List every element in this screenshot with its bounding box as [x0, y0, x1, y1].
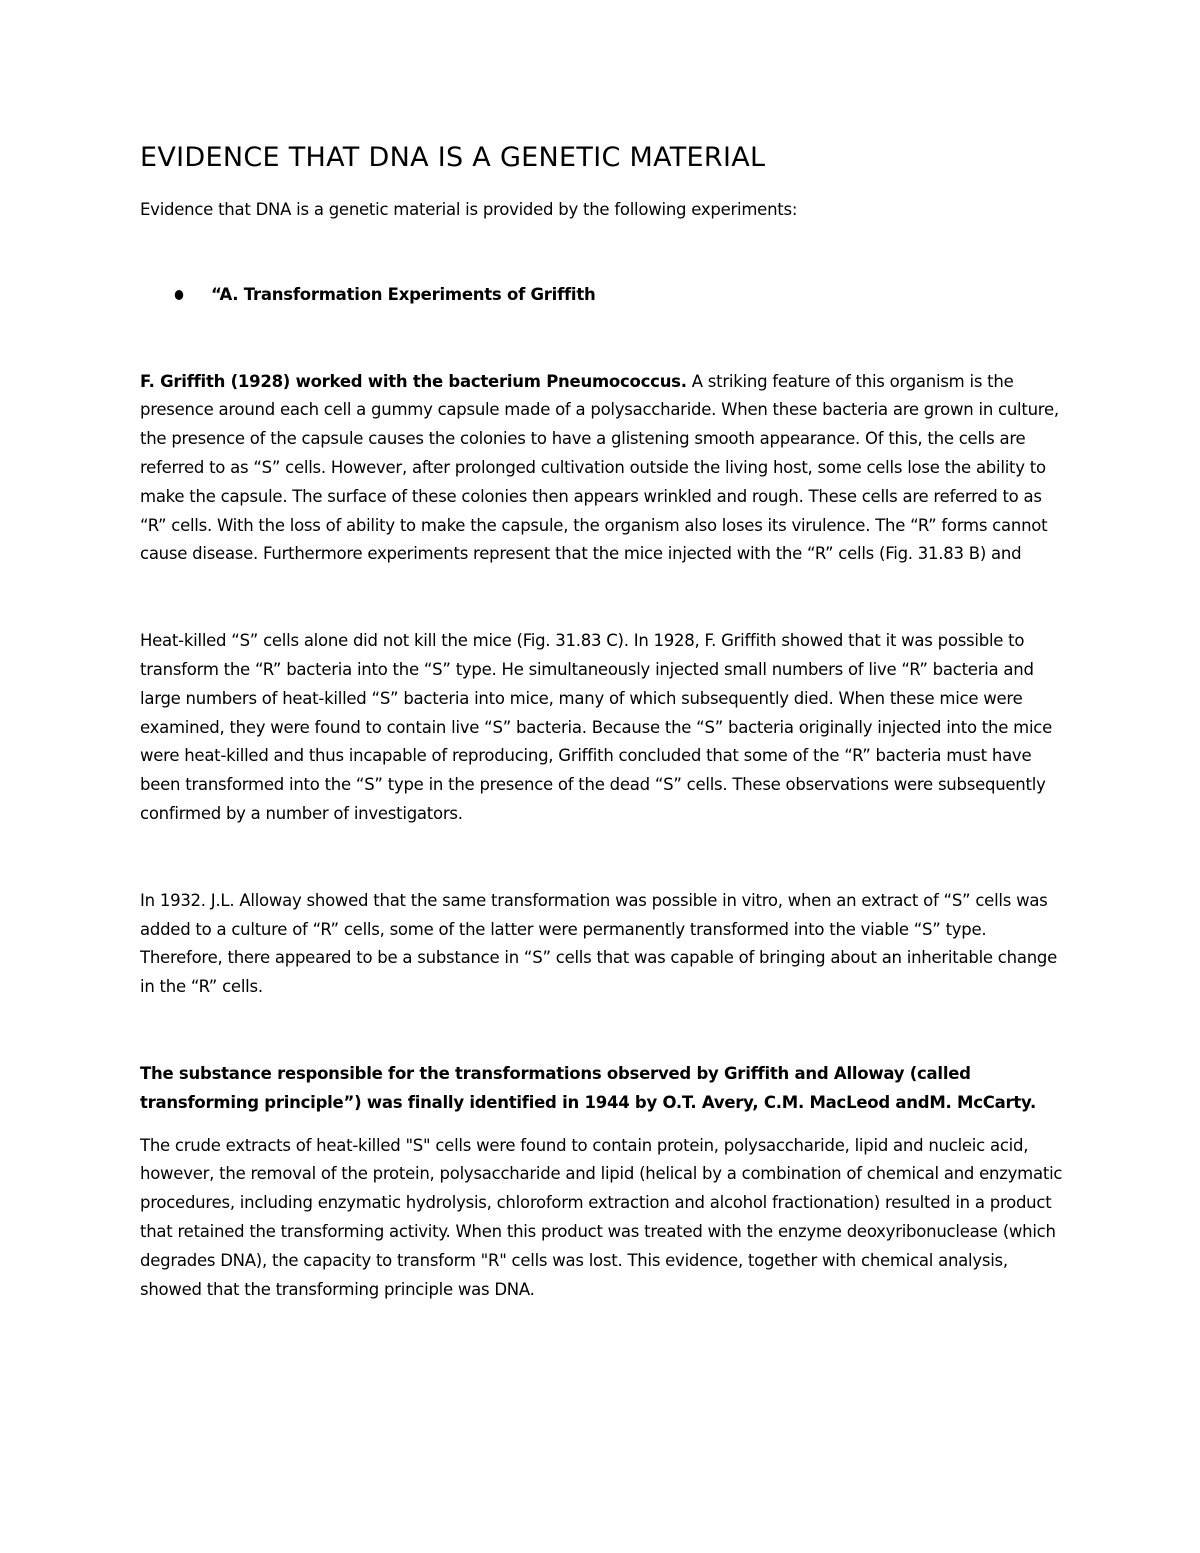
- alloway-paragraph: In 1932. J.L. Alloway showed that the same transformation was possible in vitro, when an extract of “S” cells was added to a culture of “R” cells, some of the latter were permanently transformed into the viable “S” type. Therefore, there appeared to be a substance in “S” cells that was capable of bringing about an inheritable change in the “R” cells.: [140, 890, 1058, 997]
- bullet-list-item: [174, 281, 1065, 310]
- intro-paragraph: Evidence that DNA is a genetic material is provided by the following experiments:: [140, 200, 798, 219]
- heat-killed-paragraph: Heat-killed “S” cells alone did not kill the mice (Fig. 31.83 C). In 1928, F. Griffith showed that it was possible to transform the “R” bacteria into the “S” type. He simultaneously injected small numbers of live “R” bacteria and large numbers of heat-killed “S” bacteria into mice, many of which subsequently died. When these mice were examined, they were found to contain live “S” bacteria. Because the “S” bacteria originally injected into the mice were heat-killed and thus incapable of reproducing, Griffith concluded that some of the “R” bacteria must have been transformed into the “S” type in the presence of the dead “S” cells. These observations were subsequently confirmed by a number of investigators.: [140, 631, 1052, 823]
- griffith-body: A striking feature of this organism is the presence around each cell a gummy capsule made of a polysaccharide. When these bacteria are grown in culture, the presence of the capsule causes the colonies to have a glistening smooth appearance. Of this, the cells are referred to as “S” cells. However, after prolonged cultivation outside the living host, some cells lose the ability to make the capsule. The surface of these colonies then appears wrinkled and rough. These cells are referred to as “R” cells. With the loss of ability to make the capsule, the organism also loses its virulence. The “R” forms cannot cause disease. Furthermore experiments represent that the mice injected with the “R” cells (Fig. 31.83 B) and: [140, 371, 1059, 564]
- griffith-lead: F. Griffith (1928) worked with the bacterium Pneumococcus.: [140, 371, 687, 391]
- bullet-icon: [175, 290, 184, 300]
- page-title: EVIDENCE THAT DNA IS A GENETIC MATERIAL: [140, 142, 766, 173]
- substance-paragraph: The substance responsible for the transformations observed by Griffith and Alloway (called transforming principle”) was finally identified in 1944 by O.T. Avery, C.M. MacLeod andM. McCarty.: [140, 1063, 1037, 1112]
- document-page: [140, 140, 1065, 1304]
- crude-extracts-paragraph: The crude extracts of heat-killed "S" cells were found to contain protein, polysaccharide, lipid and nucleic acid, however, the removal of the protein, polysaccharide and lipid (helical by a combination of chemical and enzymatic procedures, including enzymatic hydrolysis, chloroform extraction and alcohol fractionation) resulted in a product that retained the transforming activity. When this product was treated with the enzyme deoxyribonuclease (which degrades DNA), the capacity to transform "R" cells was lost. This evidence, together with chemical analysis, showed that the transforming principle was DNA.: [140, 1135, 1063, 1299]
- bullet-heading: “A. Transformation Experiments of Griffith: [211, 284, 596, 304]
- griffith-paragraph: [140, 368, 1065, 570]
